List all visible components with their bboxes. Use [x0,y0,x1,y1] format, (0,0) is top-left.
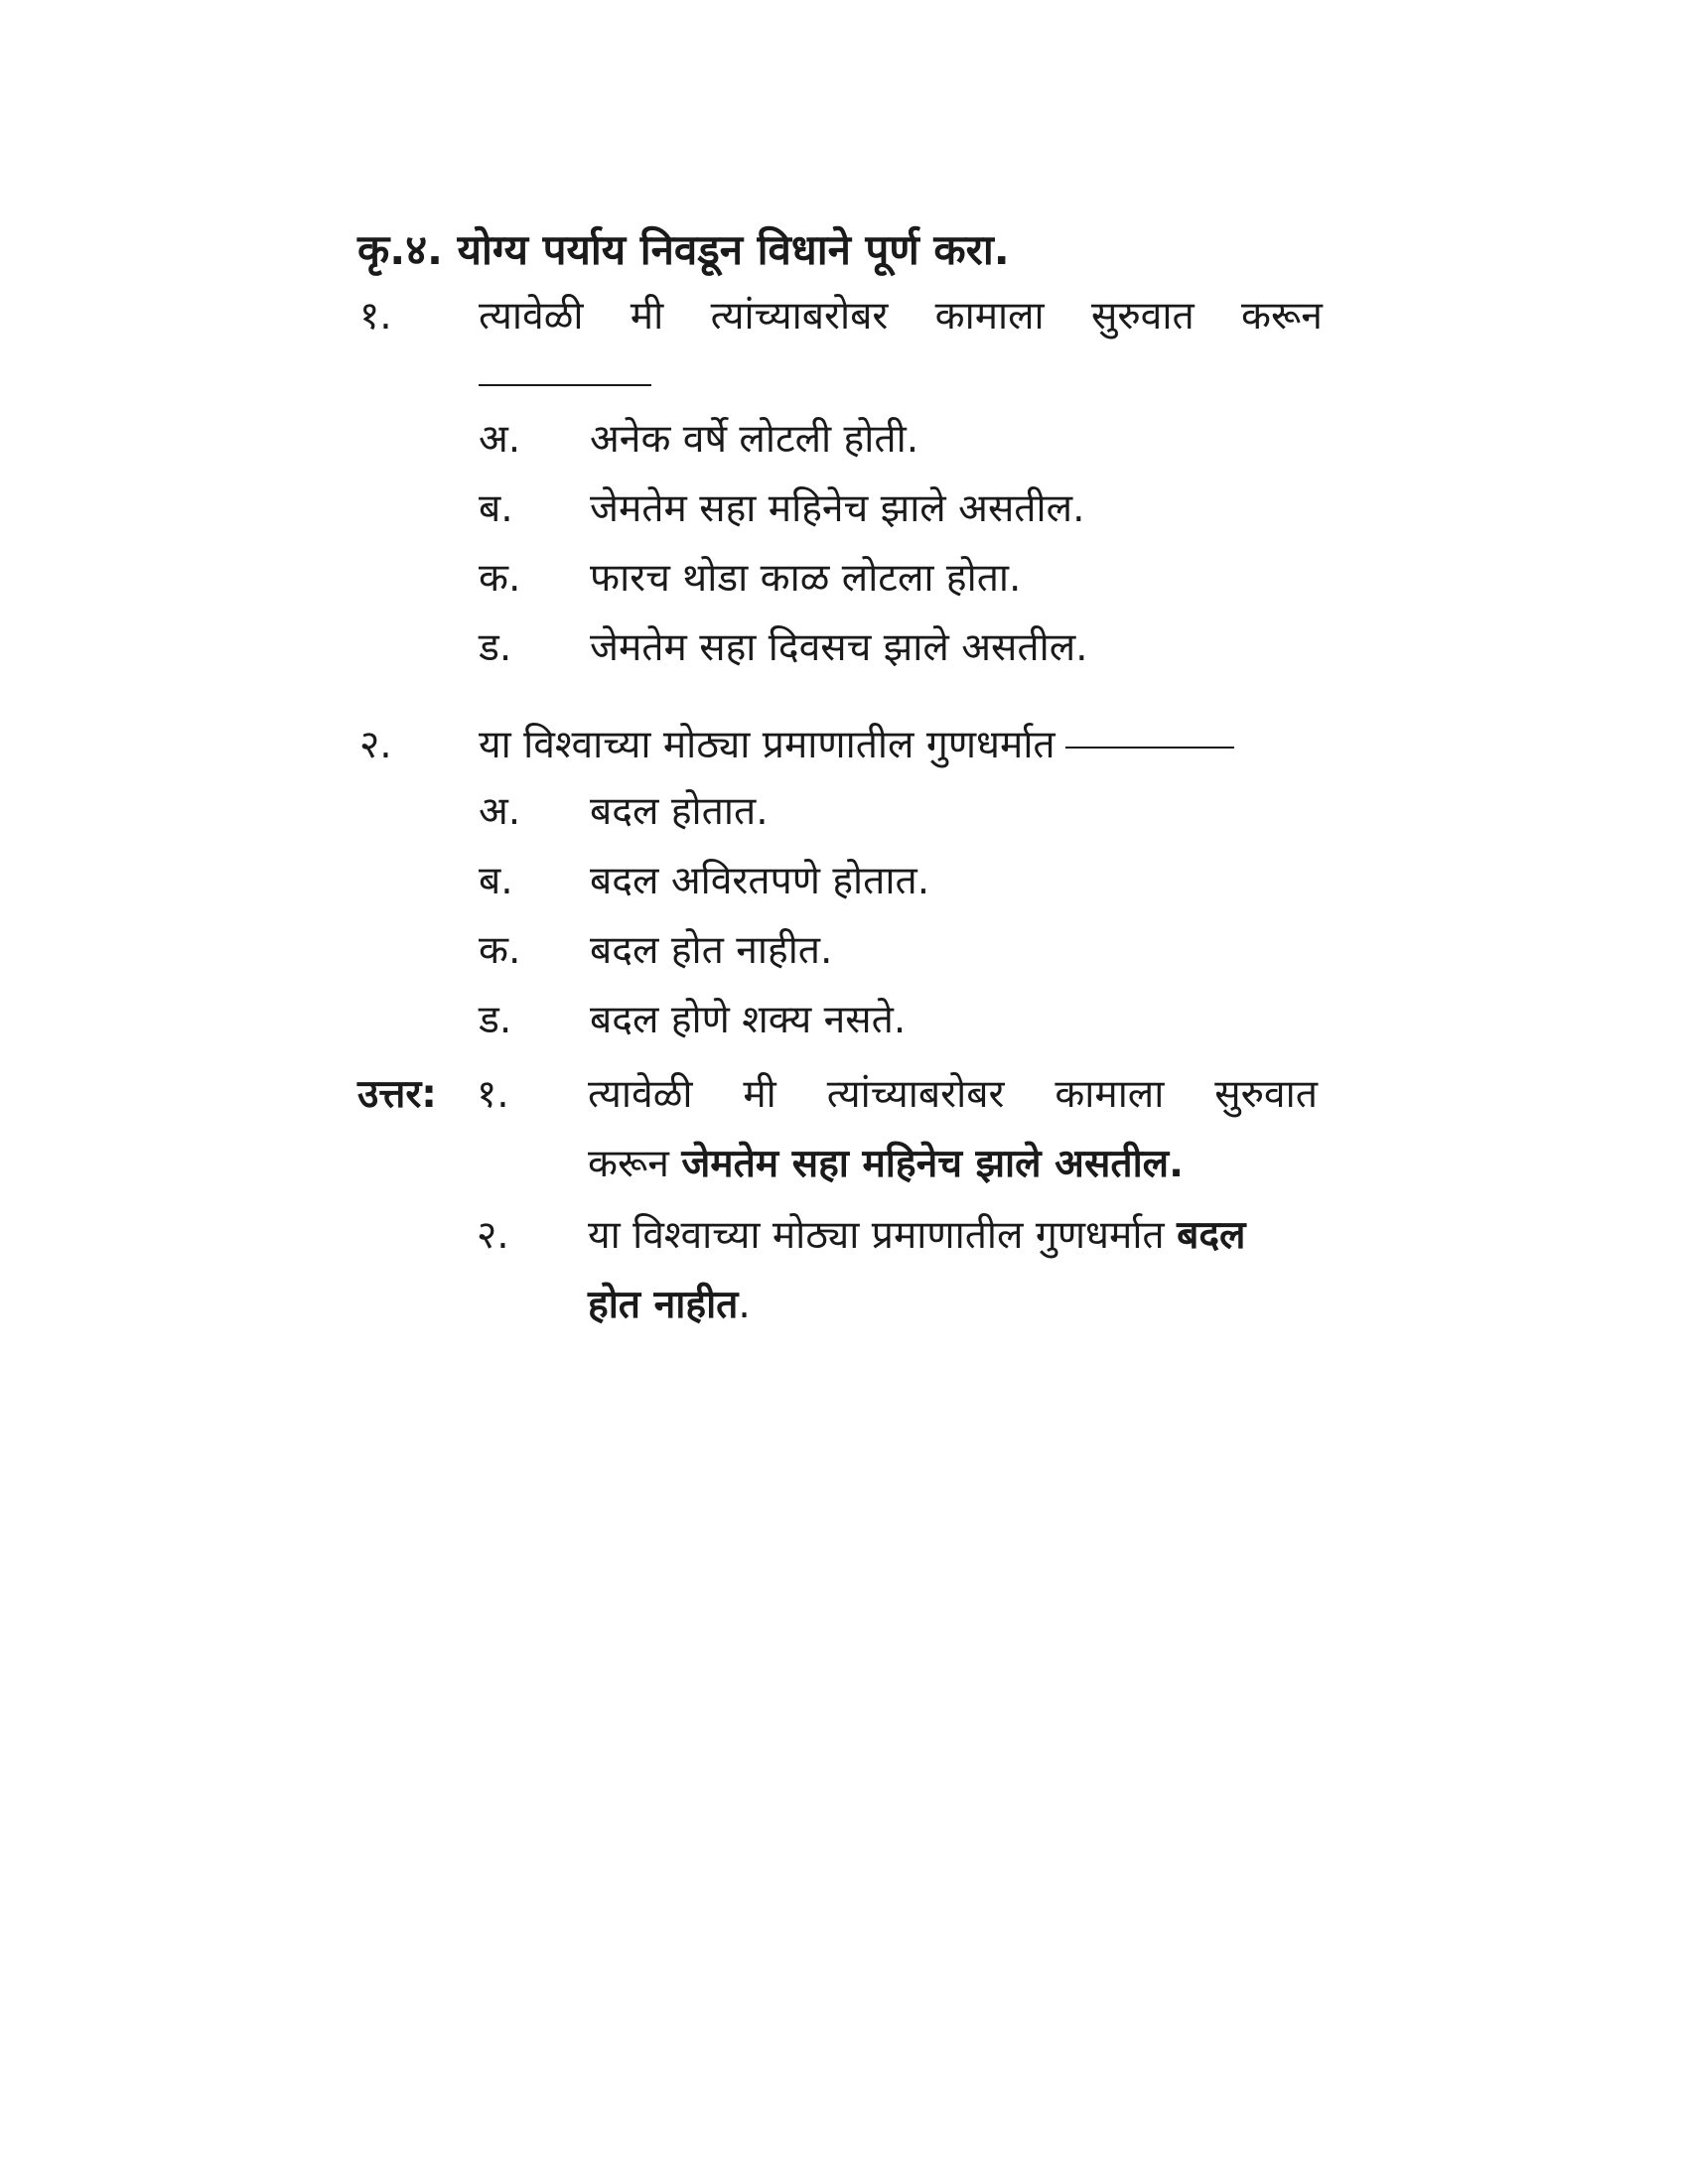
answer-text: करून [588,1142,669,1186]
option-text: बदल अविरतपणे होतात. [590,859,930,903]
option-text: बदल होत नाहीत. [590,928,833,973]
stem-word: त्यांच्याबरोबर [710,294,889,339]
question-2-stem [479,723,1234,769]
stem-word: कामाला [934,294,1045,339]
stem-word: मी [630,294,664,339]
answer-text: या विश्वाच्या मोठ्या प्रमाणातील गुणधर्मात [588,1213,1165,1258]
answer-1-number: १. [477,1072,509,1117]
answer-2-line-2 [588,1283,1318,1329]
stem-word: सुरुवात [1091,294,1195,339]
answer-1-line-2 [588,1142,1318,1188]
answer-2-number: २. [477,1213,509,1258]
option-text: जेमतेम सहा महिनेच झाले असतील. [590,486,1085,531]
answer-text: . [738,1283,751,1327]
answer-highlight: होत नाहीत [588,1283,739,1327]
stem-word: त्यावेळी [479,294,584,339]
answer-highlight: जेमतेम सहा महिनेच झाले असतील. [681,1142,1184,1186]
option-text: जेमतेम सहा दिवसच झाले असतील. [590,625,1088,670]
option-letter: ड. [479,625,512,670]
answer-word: सुरुवात [1214,1072,1318,1117]
option-letter: ब. [479,859,513,903]
option-text: बदल होतात. [590,789,769,834]
option-letter: ड. [479,998,512,1042]
answer-word: त्यांच्याबरोबर [826,1072,1005,1117]
answer-highlight: बदल [1177,1213,1246,1258]
option-text: अनेक वर्षे लोटली होती. [590,417,919,462]
option-letter: अ. [479,417,521,462]
option-text: फारच थोडा काळ लोटला होता. [590,556,1022,601]
answer-word: मी [743,1072,776,1117]
answer-blank [479,384,651,386]
question-2-number: २. [359,723,392,767]
option-letter: क. [479,928,521,973]
answer-word: त्यावेळी [588,1072,693,1117]
answer-1-line-1 [588,1072,1318,1119]
question-1-number: १. [359,294,392,339]
stem-text: या विश्वाच्या मोठ्या प्रमाणातील गुणधर्मात [479,723,1055,767]
option-text: बदल होणे शक्य नसते. [590,998,907,1042]
answer-word: कामाला [1055,1072,1165,1117]
option-letter: ब. [479,486,513,531]
option-letter: क. [479,556,521,601]
stem-word: करून [1241,294,1323,339]
answer-2-line-1 [588,1213,1318,1260]
answer-blank [1065,747,1234,749]
answer-label: उत्तर: [357,1072,437,1117]
exercise-heading: कृ.४. योग्य पर्याय निवडून विधाने पूर्ण करा. [357,225,1010,274]
option-letter: अ. [479,789,521,834]
question-1-stem [479,294,1323,341]
